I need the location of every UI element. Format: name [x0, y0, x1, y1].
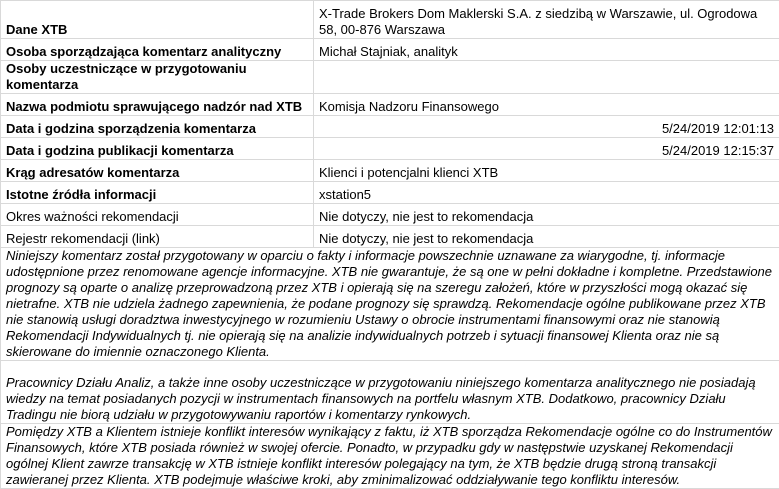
table-row: [1, 226, 779, 248]
cell-label-created-date[interactable]: Data i godzina sporządzenia komentarza: [1, 116, 314, 138]
cell-value-supervisor[interactable]: Komisja Nadzoru Finansowego: [314, 94, 779, 116]
table-row: [1, 61, 779, 94]
cell-label-validity[interactable]: Okres ważności rekomendacji: [1, 204, 314, 226]
table-row: [1, 116, 779, 138]
cell-value-register[interactable]: Nie dotyczy, nie jest to rekomendacja: [314, 226, 779, 248]
cell-label-xtb-data[interactable]: Dane XTB: [1, 1, 314, 39]
cell-label-sources[interactable]: Istotne źródła informacji: [1, 182, 314, 204]
cell-value-participants[interactable]: [314, 61, 779, 94]
table-row: [1, 138, 779, 160]
cell-value-audience[interactable]: Klienci i potencjalni klienci XTB: [314, 160, 779, 182]
cell-value-author[interactable]: Michał Stajniak, analityk: [314, 39, 779, 61]
cell-label-published-date[interactable]: Data i godzina publikacji komentarza: [1, 138, 314, 160]
table-row: [1, 160, 779, 182]
table-row: [1, 39, 779, 61]
table-row: [1, 424, 779, 489]
disclaimer-note-3[interactable]: Pomiędzy XTB a Klientem istnieje konflikt interesów wynikający z faktu, iż XTB sporządza Rekomendacje ogólne co do Instrumentów Finansowych, które XTB posiada również w swojej ofercie. Ponadto, w przypadku gdy w następstwie uzyskanej Rekomendacji ogólnej Klient zawrze transakcję w XTB istnieje konflikt interesów polegający na tym, że XTB będzie drugą stroną transakcji zawieranej przez Klienta. XTB podejmuje właściwe kroki, aby zminimalizować oddziaływanie tego konfliktu interesów.: [1, 424, 779, 489]
cell-label-author[interactable]: Osoba sporządzająca komentarz analityczny: [1, 39, 314, 61]
cell-value-validity[interactable]: Nie dotyczy, nie jest to rekomendacja: [314, 204, 779, 226]
table-row: [1, 361, 779, 424]
cell-label-register[interactable]: Rejestr rekomendacji (link): [1, 226, 314, 248]
cell-value-created-date[interactable]: 5/24/2019 12:01:13: [314, 116, 779, 138]
cell-value-published-date[interactable]: 5/24/2019 12:15:37: [314, 138, 779, 160]
table-row: [1, 204, 779, 226]
cell-label-participants[interactable]: Osoby uczestniczące w przygotowaniu komentarza: [1, 61, 314, 94]
table-row: [1, 248, 779, 361]
cell-value-xtb-data[interactable]: X-Trade Brokers Dom Maklerski S.A. z siedzibą w Warszawie, ul. Ogrodowa 58, 00-876 Warszawa: [314, 1, 779, 39]
disclaimer-note-2[interactable]: Pracownicy Działu Analiz, a także inne osoby uczestniczące w przygotowaniu niniejszego komentarza analitycznego nie posiadają wiedzy na temat posiadanych pozycji w instrumentach finansowych na portfelu własnym XTB. Dodatkowo, pracownicy Działu Tradingu nie biorą udziału w przygotowywaniu raportów i komentarzy rynkowych.: [1, 361, 779, 424]
disclaimer-note-1[interactable]: Niniejszy komentarz został przygotowany w oparciu o fakty i informacje powszechnie uznawane za wiarygodne, tj. informacje udostępnione przez renomowane agencje informacyjne. XTB nie gwarantuje, że są one w pełni dokładne i kompletne. Przedstawione prognozy są oparte o analizę przeprowadzoną przez XTB i opierają się na szeregu założeń, które w przyszłości mogą okazać się nietrafne. XTB nie udziela żadnego zapewnienia, że podane prognozy się sprawdzą. Rekomendacje ogólne publikowane przez XTB nie stanowią usługi doradztwa inwestycyjnego w rozumieniu Ustawy o obrocie instrumentami finansowymi oraz nie stanowią Rekomendacji Indywidualnych tj. nie opierają się na analizie indywidualnych potrzeb i sytuacji finansowej Klienta oraz nie są skierowane do imiennie oznaczonego Klienta.: [1, 248, 779, 361]
cell-label-supervisor[interactable]: Nazwa podmiotu sprawującego nadzór nad XTB: [1, 94, 314, 116]
cell-label-audience[interactable]: Krąg adresatów komentarza: [1, 160, 314, 182]
table-row: [1, 1, 779, 39]
cell-value-sources[interactable]: xstation5: [314, 182, 779, 204]
table-row: [1, 94, 779, 116]
table-row: [1, 182, 779, 204]
